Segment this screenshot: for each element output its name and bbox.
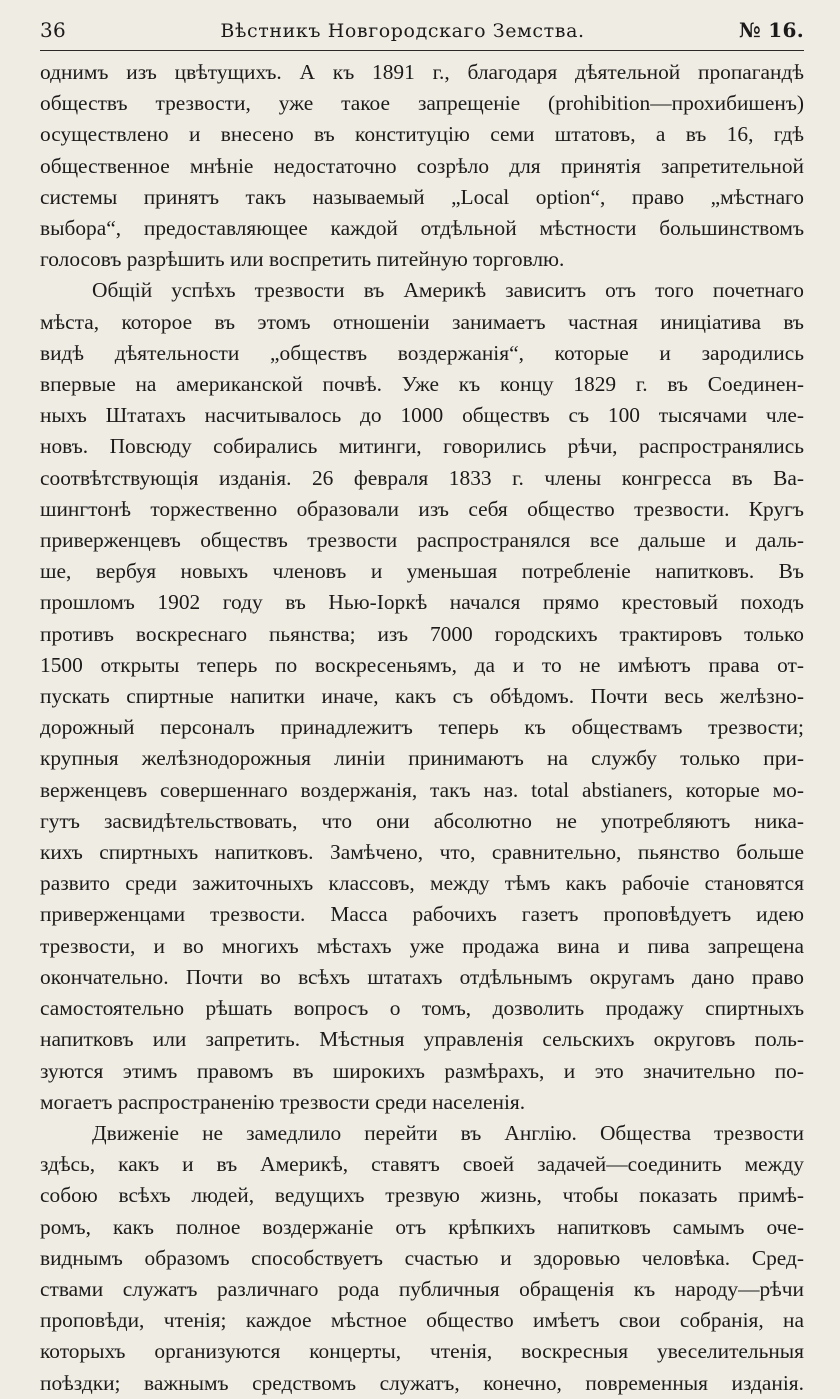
text-line: приверженцами трезвости. Масса рабочихъ газетъ проповѣдуетъ идею <box>40 902 804 927</box>
text-line: прошломъ 1902 году въ Нью-Іоркѣ начался прямо крестовый походъ <box>40 590 804 615</box>
text-line: мѣста, которое въ этомъ отношеніи занимаетъ частная иниціатива въ <box>40 309 804 334</box>
text-line: могаетъ распространенію трезвости среди населенія. <box>40 1089 526 1114</box>
text-line: осуществлено и внесено въ конституцію семи штатовъ, а въ 16, гдѣ <box>40 122 804 147</box>
text-line: зуются этимъ правомъ въ широкихъ размѣрахъ, и это значительно по- <box>40 1058 804 1083</box>
text-line: впервые на американской почвѣ. Уже къ концу 1829 г. въ Соединен- <box>40 372 804 397</box>
text-line: ныхъ Штатахъ насчитывалось до 1000 обществъ съ 100 тысячами чле- <box>40 403 804 428</box>
text-line: верженцевъ совершеннаго воздержанія, такъ наз. total abstianers, которые мо- <box>40 777 804 802</box>
text-line: голосовъ разрѣшить или воспретить питейную торговлю. <box>40 247 565 272</box>
issue-number: № 16. <box>738 18 804 42</box>
text-line: собою всѣхъ людей, ведущихъ трезвую жизнь, чтобы показать примѣ- <box>40 1183 804 1208</box>
text-line: ствами служатъ различнаго рода публичныя обращенія къ народу—рѣчи <box>40 1276 804 1301</box>
text-line: обществъ трезвости, уже такое запрещеніе (prohibition—прохибишенъ) <box>40 91 804 116</box>
text-line: здѣсь, какъ и въ Америкѣ, ставятъ своей задачей—соединить между <box>40 1152 804 1177</box>
text-line: системы принятъ такъ называемый „Local option“, право „мѣстнаго <box>40 184 804 209</box>
text-line: кихъ спиртныхъ напитковъ. Замѣчено, что, сравнительно, пьянство больше <box>40 840 804 865</box>
text-line: пускать спиртные напитки иначе, какъ съ обѣдомъ. Почти весь желѣзно- <box>40 684 804 709</box>
text-line: шингтонѣ торжественно образовали изъ себя общество трезвости. Кругъ <box>40 496 804 521</box>
text-line: соотвѣтствующія изданія. 26 февраля 1833 г. члены конгресса въ Ва- <box>40 465 804 490</box>
header-rule <box>40 50 804 51</box>
text-line: ромъ, какъ полное воздержаніе отъ крѣпкихъ напитковъ самымъ оче- <box>40 1214 804 1239</box>
text-line: трезвости, и во многихъ мѣстахъ уже продажа вина и пива запрещена <box>40 933 804 958</box>
text-line: развито среди зажиточныхъ классовъ, между тѣмъ какъ рабочіе становятся <box>40 871 804 896</box>
page-header <box>40 18 804 48</box>
text-line: напитковъ или запретить. Мѣстныя управленія сельскихъ округовъ поль- <box>40 1027 804 1052</box>
text-line: приверженцевъ обществъ трезвости распространялся все дальше и даль- <box>40 528 804 553</box>
text-line: противъ воскреснаго пьянства; изъ 7000 городскихъ трактировъ только <box>40 621 804 646</box>
text-line: крупныя желѣзнодорожныя линіи принимаютъ на службу только при- <box>40 746 804 771</box>
text-line: Движеніе не замедлило перейти въ Англію. Общества трезвости <box>92 1120 804 1145</box>
journal-title: Вѣстникъ Новгородскаго Земства. <box>220 20 585 42</box>
text-line: виднымъ образомъ способствуетъ счастью и здоровью человѣка. Сред- <box>40 1245 804 1270</box>
text-line: 1500 открыты теперь по воскресеньямъ, да и то не имѣютъ права от- <box>40 652 804 677</box>
text-line: однимъ изъ цвѣтущихъ. А къ 1891 г., благодаря дѣятельной пропагандѣ <box>40 60 804 84</box>
text-line: которыхъ организуются концерты, чтенія, воскресныя увеселительныя <box>40 1339 804 1364</box>
text-line: Общій успѣхъ трезвости въ Америкѣ зависитъ отъ того почетнаго <box>92 278 804 303</box>
text-line: новъ. Повсюду собирались митинги, говорились рѣчи, распространялись <box>40 434 804 459</box>
text-line: проповѣди, чтенія; каждое мѣстное общество имѣетъ свои собранія, на <box>40 1308 804 1333</box>
text-line: гутъ засвидѣтельствовать, что они абсолютно не употребляютъ ника- <box>40 808 804 833</box>
text-line: видѣ дѣятельности „обществъ воздержанія“, которые и зародились <box>40 340 804 365</box>
text-line: поѣздки; важнымъ средствомъ служатъ, конечно, повременныя изданія. <box>40 1370 804 1395</box>
text-line: самостоятельно рѣшать вопросъ о томъ, дозволить продажу спиртныхъ <box>40 996 804 1021</box>
text-line: общественное мнѣніе недостаточно созрѣло для принятія запретительной <box>40 153 804 178</box>
text-line: дорожный персоналъ принадлежитъ теперь къ обществамъ трезвости; <box>40 715 804 740</box>
page-number: 36 <box>40 18 67 42</box>
text-line: окончательно. Почти во всѣхъ штатахъ отдѣльнымъ округамъ дано право <box>40 964 804 989</box>
text-line: выбора“, предоставляющее каждой отдѣльной мѣстности большинствомъ <box>40 216 804 241</box>
body-text <box>40 57 804 1399</box>
text-line: ше, вербуя новыхъ членовъ и уменьшая потребленіе напитковъ. Въ <box>40 559 804 584</box>
